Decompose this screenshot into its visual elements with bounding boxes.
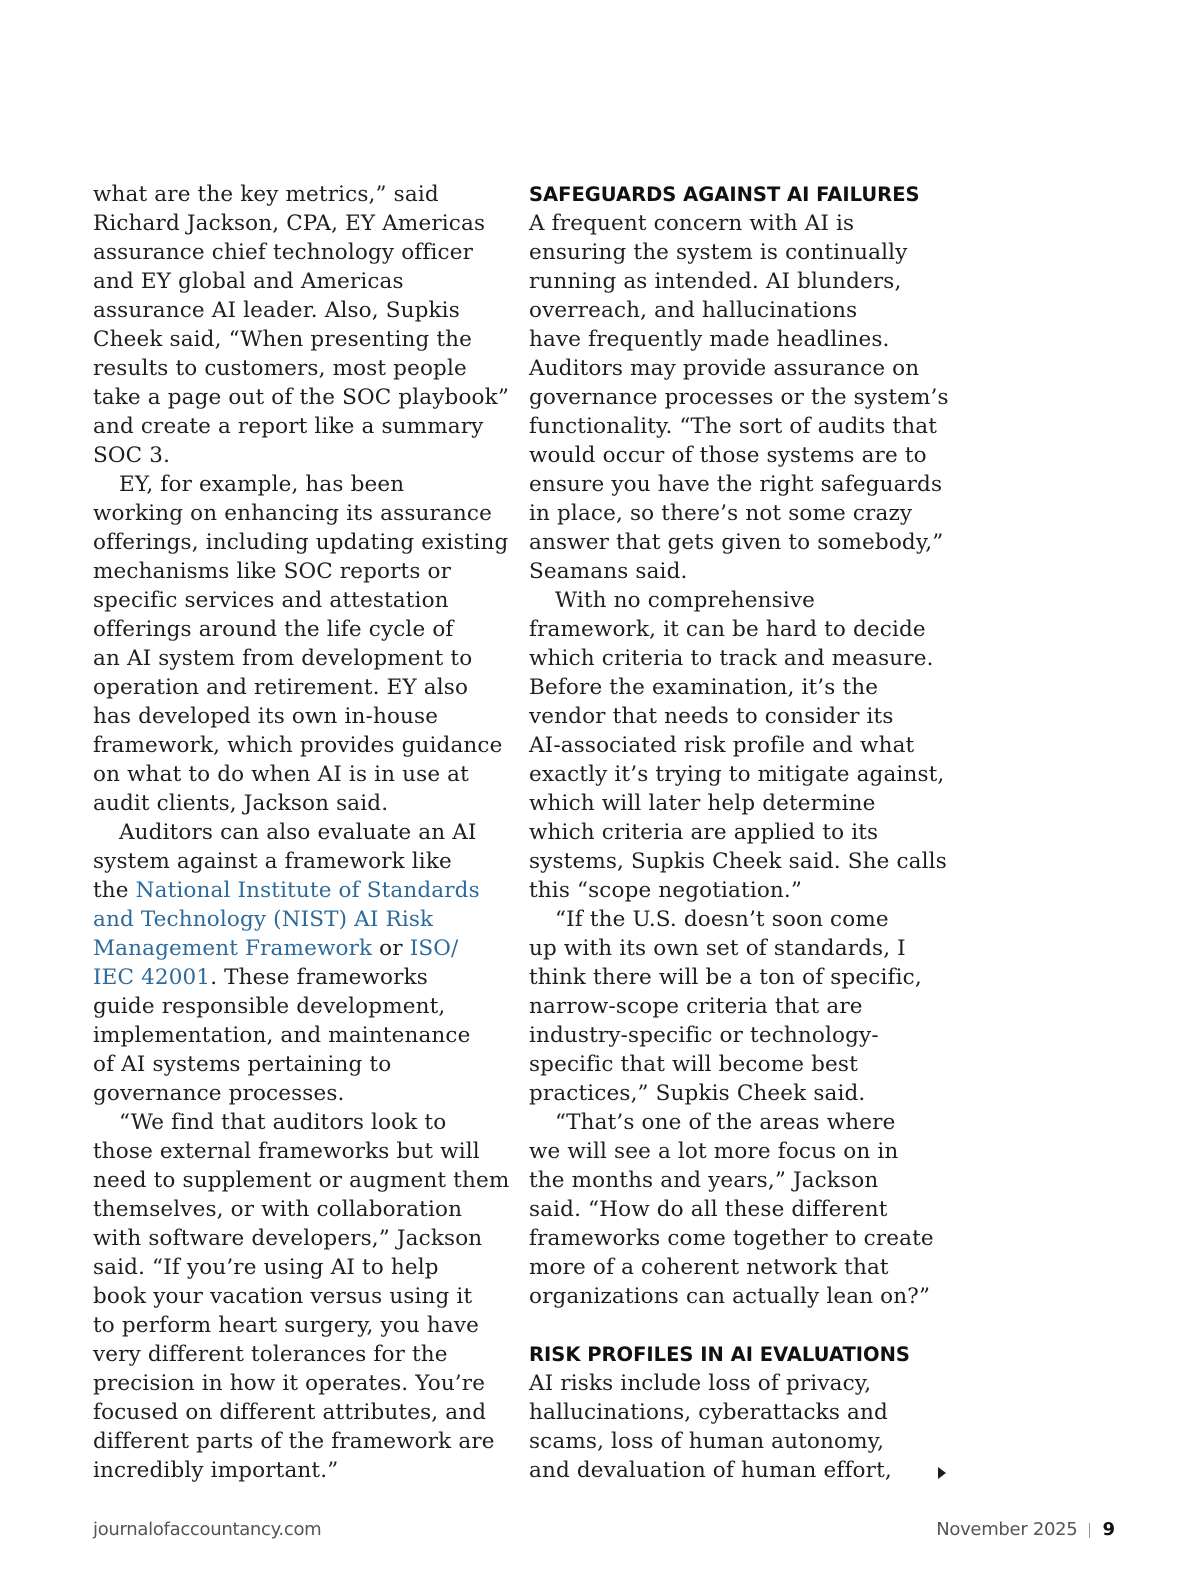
- body-line: which criteria to track and measure.: [529, 646, 934, 671]
- body-line: AI-associated risk profile and what: [529, 733, 915, 758]
- body-line: system against a framework like: [93, 849, 452, 874]
- body-line: more of a coherent network that: [529, 1255, 889, 1280]
- body-line: “That’s one of the areas where: [555, 1110, 896, 1135]
- body-line: Before the examination, it’s the: [529, 675, 879, 700]
- body-line: vendor that needs to consider its: [529, 704, 894, 729]
- body-line: Richard Jackson, CPA, EY Americas: [93, 211, 486, 236]
- footer-issue-info: [936, 1519, 1115, 1541]
- body-line: and devaluation of human effort,: [529, 1458, 892, 1483]
- body-line: on what to do when AI is in use at: [93, 762, 469, 787]
- body-line: running as intended. AI blunders,: [529, 269, 902, 294]
- body-line: practices,” Supkis Cheek said.: [529, 1081, 866, 1106]
- body-line: ensure you have the right safeguards: [529, 472, 943, 497]
- body-line: organizations can actually lean on?”: [529, 1284, 931, 1309]
- section-heading-risk-profiles: RISK PROFILES IN AI EVALUATIONS: [529, 1343, 910, 1366]
- body-line: [93, 934, 513, 963]
- body-line: precision in how it operates. You’re: [93, 1371, 486, 1396]
- body-line: frameworks come together to create: [529, 1226, 934, 1251]
- iso-iec-42001-link[interactable]: IEC 42001: [93, 965, 211, 990]
- body-line: and EY global and Americas: [93, 269, 404, 294]
- page-number: 9: [1102, 1519, 1115, 1540]
- body-line: have frequently made headlines.: [529, 327, 890, 352]
- body-line: different parts of the framework are: [93, 1429, 495, 1454]
- body-line: those external frameworks but will: [93, 1139, 480, 1164]
- body-line: this “scope negotiation.”: [529, 878, 803, 903]
- continue-arrow-icon: [938, 1467, 946, 1479]
- body-line: very different tolerances for the: [93, 1342, 448, 1367]
- footer-issue-date: November 2025: [936, 1519, 1078, 1540]
- body-line: [93, 963, 513, 992]
- body-line: would occur of those systems are to: [529, 443, 927, 468]
- body-text: or: [372, 936, 410, 961]
- body-line: assurance chief technology officer: [93, 240, 474, 265]
- body-line: overreach, and hallucinations: [529, 298, 858, 323]
- body-line: book your vacation versus using it: [93, 1284, 473, 1309]
- body-line: systems, Supkis Cheek said. She calls: [529, 849, 947, 874]
- body-line: Seamans said.: [529, 559, 688, 584]
- body-line: with software developers,” Jackson: [93, 1226, 483, 1251]
- body-line: [93, 905, 513, 934]
- body-line: said. “How do all these different: [529, 1197, 888, 1222]
- body-line: With no comprehensive: [555, 588, 816, 613]
- body-line: Auditors can also evaluate an AI: [119, 820, 477, 845]
- body-line: “We find that auditors look to: [119, 1110, 447, 1135]
- body-line: which criteria are applied to its: [529, 820, 879, 845]
- body-line: audit clients, Jackson said.: [93, 791, 389, 816]
- body-line: Cheek said, “When presenting the: [93, 327, 473, 352]
- body-line: A frequent concern with AI is: [529, 211, 855, 236]
- body-text: the: [93, 878, 136, 903]
- nist-framework-link[interactable]: and Technology (NIST) AI Risk: [93, 907, 434, 932]
- body-line: governance processes.: [93, 1081, 345, 1106]
- footer-divider: [1089, 1523, 1090, 1538]
- article-right-column: [529, 180, 949, 1485]
- body-line: “If the U.S. doesn’t soon come: [555, 907, 889, 932]
- body-line: which will later help determine: [529, 791, 876, 816]
- body-text: . These frameworks: [210, 965, 428, 990]
- body-line: and create a report like a summary: [93, 414, 484, 439]
- body-line: guide responsible development,: [93, 994, 446, 1019]
- body-line: operation and retirement. EY also: [93, 675, 469, 700]
- body-line: has developed its own in-house: [93, 704, 439, 729]
- body-line: framework, it can be hard to decide: [529, 617, 926, 642]
- body-line: narrow-scope criteria that are: [529, 994, 863, 1019]
- body-line: take a page out of the SOC playbook”: [93, 385, 509, 410]
- body-line: [93, 876, 513, 905]
- body-line: the months and years,” Jackson: [529, 1168, 879, 1193]
- body-line: themselves, or with collaboration: [93, 1197, 463, 1222]
- body-line: specific services and attestation: [93, 588, 449, 613]
- body-line: to perform heart surgery, you have: [93, 1313, 480, 1338]
- body-line: focused on different attributes, and: [93, 1400, 487, 1425]
- body-line: answer that gets given to somebody,”: [529, 530, 944, 555]
- nist-framework-link[interactable]: National Institute of Standards: [135, 878, 480, 903]
- body-line: ensuring the system is continually: [529, 240, 908, 265]
- body-line: offerings around the life cycle of: [93, 617, 454, 642]
- body-line: implementation, and maintenance: [93, 1023, 471, 1048]
- body-line: AI risks include loss of privacy,: [529, 1371, 872, 1396]
- body-line: of AI systems pertaining to: [93, 1052, 392, 1077]
- body-line: in place, so there’s not some crazy: [529, 501, 913, 526]
- body-line: mechanisms like SOC reports or: [93, 559, 452, 584]
- body-line: Auditors may provide assurance on: [529, 356, 920, 381]
- body-line: assurance AI leader. Also, Supkis: [93, 298, 460, 323]
- body-line: functionality. “The sort of audits that: [529, 414, 937, 439]
- nist-framework-link[interactable]: Management Framework: [93, 936, 373, 961]
- body-line: SOC 3.: [93, 443, 171, 468]
- section-heading-safeguards: SAFEGUARDS AGAINST AI FAILURES: [529, 183, 920, 206]
- body-line: working on enhancing its assurance: [93, 501, 492, 526]
- body-line: what are the key metrics,” said: [93, 182, 439, 207]
- footer-website: journalofaccountancy.com: [93, 1519, 322, 1540]
- body-line: offerings, including updating existing: [93, 530, 509, 555]
- body-line: incredibly important.”: [93, 1458, 339, 1483]
- section-gap: [529, 1311, 949, 1340]
- body-line: exactly it’s trying to mitigate against,: [529, 762, 945, 787]
- body-line: an AI system from development to: [93, 646, 473, 671]
- body-line: governance processes or the system’s: [529, 385, 949, 410]
- body-line: we will see a lot more focus on in: [529, 1139, 899, 1164]
- body-line: up with its own set of standards, I: [529, 936, 906, 961]
- body-line: think there will be a ton of specific,: [529, 965, 922, 990]
- body-line: EY, for example, has been: [119, 472, 405, 497]
- body-line: industry-specific or technology-: [529, 1023, 879, 1048]
- body-line: framework, which provides guidance: [93, 733, 503, 758]
- body-line: scams, loss of human autonomy,: [529, 1429, 885, 1454]
- body-line: hallucinations, cyberattacks and: [529, 1400, 888, 1425]
- body-line: specific that will become best: [529, 1052, 858, 1077]
- body-line: said. “If you’re using AI to help: [93, 1255, 439, 1280]
- article-left-column: [93, 180, 513, 1485]
- iso-iec-42001-link[interactable]: ISO/: [409, 936, 459, 961]
- body-line: results to customers, most people: [93, 356, 467, 381]
- body-line: need to supplement or augment them: [93, 1168, 510, 1193]
